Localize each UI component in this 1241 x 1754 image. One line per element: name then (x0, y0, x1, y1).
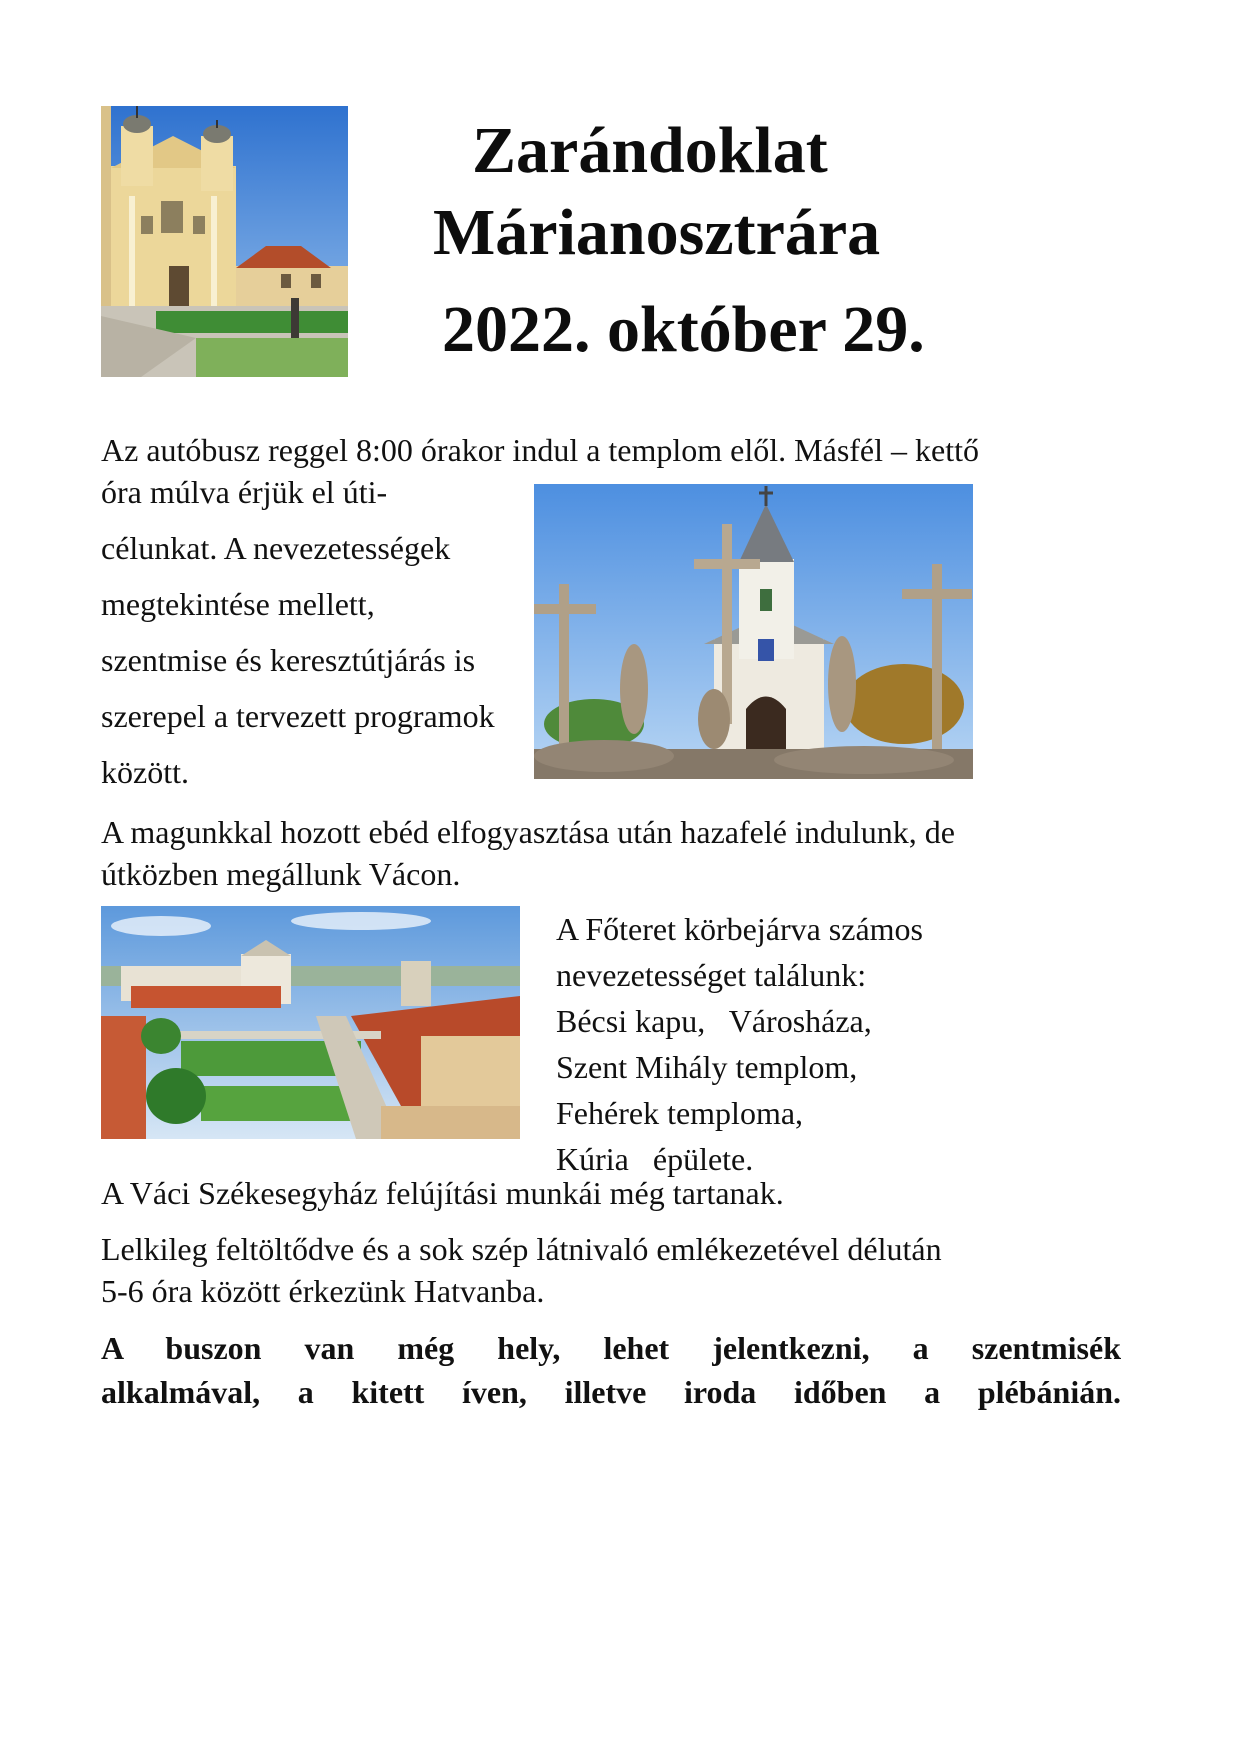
return-line-1: Lelkileg feltöltődve és a sok szép látnivaló emlékezetével délután (101, 1231, 942, 1267)
title-line-3-date: 2022. október 29. (442, 293, 925, 366)
intro-line-2: óra múlva érjük el úti- (101, 474, 388, 510)
square-line-5: Fehérek temploma, (556, 1095, 804, 1131)
square-line-4: Szent Mihály templom, (556, 1049, 858, 1085)
cathedral-note: A Váci Székesegyház felújítási munkái még tartanak. (101, 1175, 784, 1211)
square-line-3: Bécsi kapu, Városháza, (556, 1003, 872, 1039)
vac-town-aerial-photo (101, 906, 520, 1139)
intro-line-5: szentmise és keresztútjárás is (101, 642, 476, 678)
signup-line-1: A buszon van még hely, lehet jelentkezni, a szentmisék (101, 1330, 1121, 1366)
basilica-photo (101, 106, 348, 377)
lunch-line-2: útközben megállunk Vácon. (101, 856, 461, 892)
return-line-2: 5-6 óra között érkezünk Hatvanba. (101, 1273, 545, 1309)
intro-line-4: megtekintése mellett, (101, 586, 375, 622)
lunch-line-1: A magunkkal hozott ebéd elfogyasztása után hazafelé indulunk, de (101, 814, 955, 850)
intro-line-3: célunkat. A nevezetességek (101, 530, 451, 566)
intro-line-6: szerepel a tervezett programok (101, 698, 495, 734)
square-sights-list (556, 906, 923, 1182)
title-line-1: Zarándoklat (472, 114, 828, 187)
intro-line-7: között. (101, 754, 189, 790)
square-line-1: A Főteret körbejárva számos (556, 911, 923, 947)
title-line-2: Márianosztrára (433, 196, 881, 269)
intro-line-1: Az autóbusz reggel 8:00 órakor indul a templom elől. Másfél – kettő (101, 432, 979, 468)
signup-line-2: alkalmával, a kitett íven, illetve iroda időben a plébánián. (101, 1374, 1121, 1410)
calvary-chapel-photo (534, 484, 973, 779)
square-line-2: nevezetességet találunk: (556, 957, 867, 993)
square-line-6: Kúria épülete. (556, 1141, 754, 1177)
